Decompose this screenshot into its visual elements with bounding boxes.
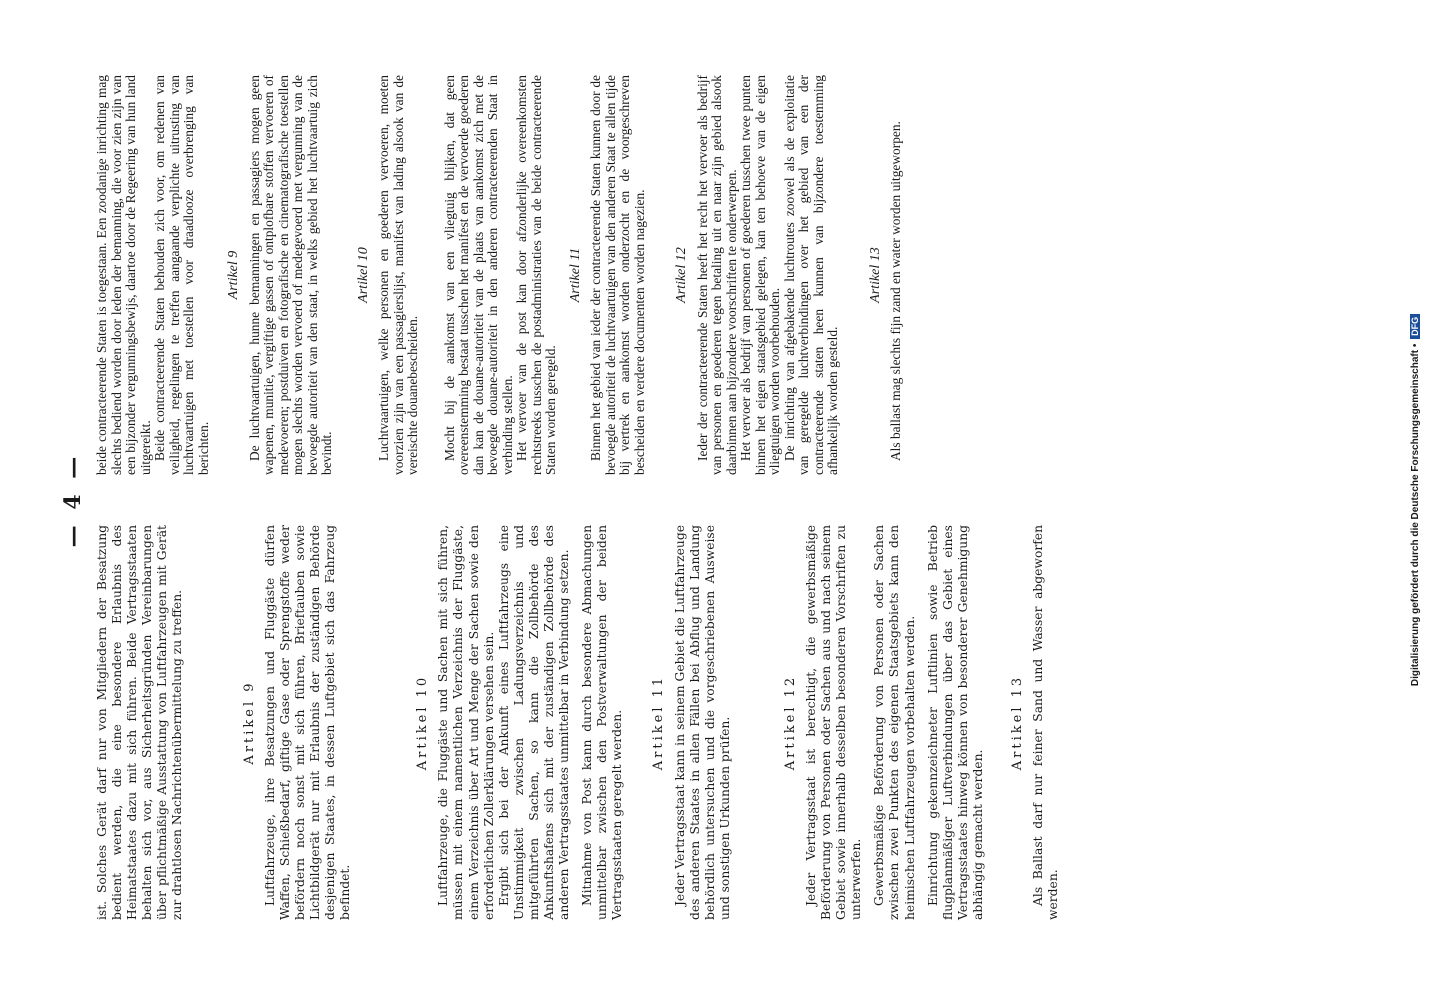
german-article-10-p3: Mitnahme von Post kann durch besondere Abmachungen unmittelbar zwischen den Postverwaltungen der beiden Vertragsstaaten geregelt werden.	[580, 525, 625, 920]
dutch-article-10-p2: Mocht bij de aankomst van een vliegtuig blijken, dat geen overeenstemming bestaat tusschen het manifest en de vervoerde goederen dan kan de douane-autoriteit van de plaats van aankomst zich met de bevoegde douane-autoriteit in den anderen contracteerenden Staat in verbinding stellen.	[441, 75, 515, 475]
german-article-12-heading: Artikel 12	[782, 674, 798, 771]
german-article-9-text: Luftfahrzeuge, ihre Besatzungen und Fluggäste dürfen Waffen, Schießbedarf, giftige Gase oder Sprengstoffe weder befördern noch sonst mit sich führen, Brieftauben sowie Lichtbildgerät nur mit Erlaubnis der zuständigen Behörde desjenigen Staates, in dessen Luftgebiet sich das Fahrzeug befindet.	[262, 525, 353, 920]
dutch-article-11-heading: Artikel 11	[567, 247, 583, 303]
digitization-credit	[1410, 0, 1421, 1000]
german-article-12-p2: Gewerbsmäßige Beförderung von Personen oder Sachen zwischen zwei Punkten des eigenen Staatsgebiets kann den heimischen Luftfahrzeugen vorbehalten werden.	[872, 525, 917, 920]
dutch-article-12-p2: Het vervoer als bedrijf van personen of goederen tusschen twee punten binnen het eigen staatsgebied gelegen, kan ten behoeve van de eigen vliegtuigen worden voorbehouden.	[738, 75, 782, 475]
dutch-intro-1: beide contracteerende Staten is toegestaan. Een zoodanige inrichting mag slechts bediend worden door leden der bemanning, die voor zien zijn van een bijzonder vergunningsbewijs, daartoe door de Regeering van hun land uitgereikt.	[94, 75, 153, 475]
dutch-article-9-text: De luchtvaartuigen, hunne bemanningen en passagiers mogen geen wapenen, munitie, vergiftige gassen of ontplofbare stoffen vervoeren of medevoeren; postduiven en fotografische en cinematografische toestellen mogen slechts worden vervoerd of medegevoerd met vergunning van de bevoegde autoriteit van den staat, in welks gebied het luchtvaartuig zich bevindt.	[246, 75, 334, 475]
dutch-column	[95, 75, 904, 475]
credit-text: Digitalisierung gefördert durch die Deutsche Forschungsgemeinschaft •	[1410, 343, 1421, 687]
page-header: — 4 —	[60, 452, 86, 548]
german-intro: ist. Solches Gerät darf nur von Mitgliedern der Besatzung bedient werden, die eine besondere Erlaubnis des Heimatstaates dazu mit sich führen. Beide Vertragsstaaten behalten sich vor, aus Sicherheitsgründen Vereinbarungen über pflichtmäßige Ausstattung von Luftfahrzeugen mit Gerät zur drahtlosen Nachrichtenübermittelung zu treffen.	[95, 525, 185, 920]
german-article-11-heading: Artikel 11	[651, 674, 667, 771]
german-article-10-heading: Artikel 10	[415, 674, 431, 771]
dutch-article-10-p1: Luchtvaartuigen, welke personen en goederen vervoeren, moeten voorzien zijn van een passagierslijst, manifest van lading alsook van de vereischte douanebescheiden.	[376, 75, 420, 475]
german-article-12-p3: Einrichtung gekennzeichneter Luftlinien sowie Betrieb flugplanmäßiger Luftverbindungen über das Gebiet eines Vertragsstaates hinweg können von besonderer Genehmigung abhängig gemacht werden.	[925, 525, 985, 920]
dutch-article-13-heading: Artikel 13	[867, 247, 883, 303]
german-article-13-heading: Artikel 13	[1010, 674, 1026, 771]
german-article-11-text: Jeder Vertragsstaat kann in seinem Gebiet die Luftfahrzeuge des anderen Staates in allen Fällen bei Abflug und Landung behördlich untersuchen und die vorgeschriebenen Ausweise und sonstigen Urkunden prüfen.	[672, 525, 732, 920]
german-article-10-p2: Ergibt sich bei der Ankunft eines Luftfahrzeugs eine Unstimmigkeit zwischen Ladungsverzeichnis und mitgeführten Sachen, so kann die Zollbehörde des Ankunftshafens sich mit der zuständigen Zollbehörde des anderen Vertragsstaates unmittelbar in Verbindung setzen.	[496, 525, 572, 920]
dutch-article-9-heading: Artikel 9	[226, 250, 241, 300]
dutch-article-10-heading: Artikel 10	[355, 247, 371, 303]
dutch-article-10-p3: Het vervoer van de post kan door afzonderlijke overeenkomsten rechtstreeks tusschen de postadministraties van de beide contracteerende Staten worden geregeld.	[514, 75, 558, 475]
german-article-12-p1: Jeder Vertragsstaat ist berechtigt, die gewerbsmäßige Beförderung von Personen oder Sachen aus und nach seinem Gebiet sowie innerhalb desselben besonderen Vorschriften zu unterwerfen.	[804, 525, 864, 920]
dfg-logo: DFG	[1410, 314, 1420, 339]
dutch-article-12-p3: De inrichting van afgebakende luchtroutes zoowel als de exploitatie van geregelde luchtverbindingen over het gebied van een der contracteerende staten heen kunnen van bijzondere toestemming afhankelijk worden gesteld.	[781, 75, 840, 475]
german-article-13-text: Als Ballast darf nur feiner Sand und Wasser abgeworfen werden.	[1031, 525, 1061, 920]
dutch-article-12-p1: Ieder der contracteerende Staten heeft het recht het vervoer als bedrijf van personen en goederen tegen betaling uit en naar zijn gebied alsook daarbinnen aan bijzondere voorschriften te onderwerpen.	[694, 75, 739, 475]
dutch-intro-2: Beide contracteerende Staten behouden zich voor, om redenen van veiligheid, regelingen te treffen aangaande verplichte uitrusting van luchtvaartuigen met toestellen voor draadlooze overbrenging van berichten.	[152, 75, 211, 475]
dutch-article-11-text: Binnen het gebied van ieder der contracteerende Staten kunnen door de bevoegde autoriteit de luchtvaartuigen van den anderen Staat te allen tijde bij vertrek en aankomst worden onderzocht en de voorgeschreven bescheiden en verdere documenten worden nagezien.	[588, 75, 647, 475]
dutch-article-13-text: Als ballast mag slechts fijn zand en water worden uitgeworpen.	[888, 121, 903, 461]
dutch-article-12-heading: Artikel 12	[674, 247, 689, 303]
german-article-9-heading: Artikel 9	[241, 680, 257, 765]
german-article-10-p1: Luftfahrzeuge, die Fluggäste und Sachen mit sich führen, müssen mit einem namentlichen Verzeichnis der Fluggäste, einem Verzeichnis über Art und Menge der Sachen sowie den erforderlichen Zollerklärungen versehen sein.	[436, 525, 496, 920]
german-column	[95, 525, 1061, 920]
